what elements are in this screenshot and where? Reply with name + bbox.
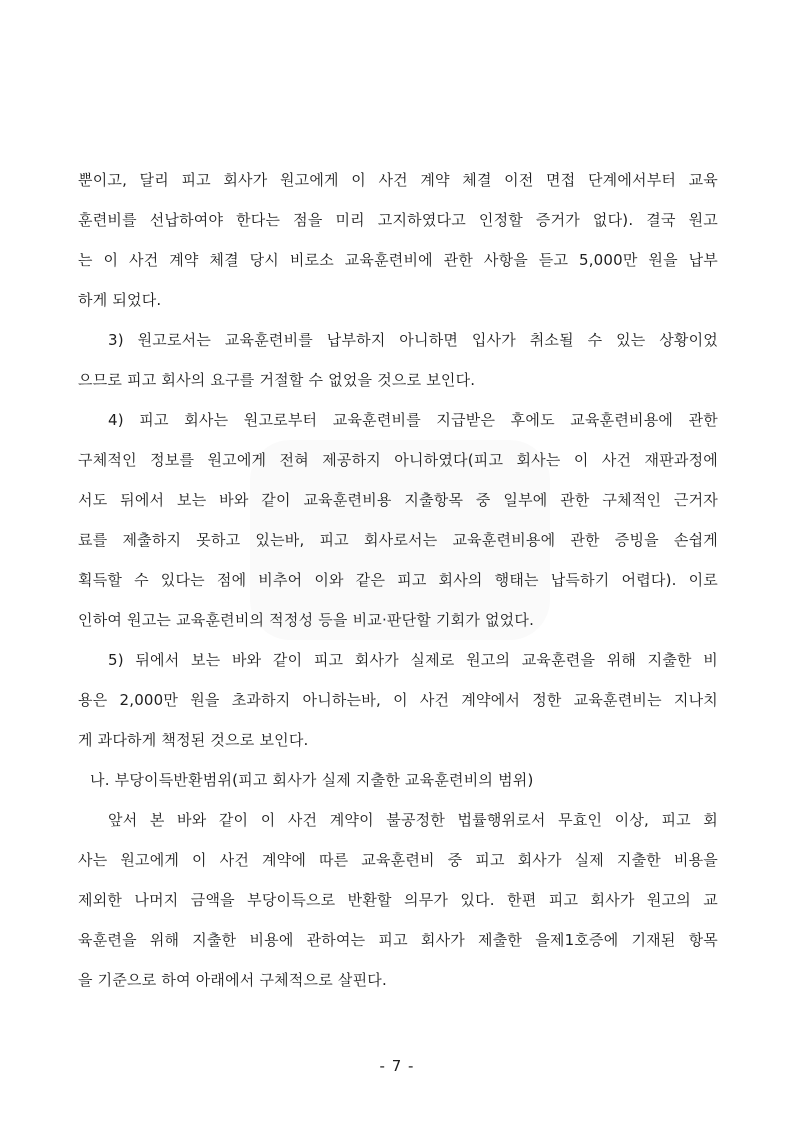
text-line: 획득할 수 있다는 점에 비추어 이와 같은 피고 회사의 행태는 납득하기 어렵다). 이로 (78, 571, 718, 589)
text-line: 훈련비를 선납하여야 한다는 점을 미리 고지하였다고 인정할 증거가 없다). 결국 원고 (78, 211, 718, 229)
numbered-paragraph-3: 3) 원고로서는 교육훈련비를 납부하지 아니하면 입사가 취소될 수 있는 상황이었 (108, 331, 718, 349)
text-line: 구체적인 정보를 원고에게 전혀 제공하지 아니하였다(피고 회사는 이 사건 재판과정에 (78, 451, 718, 469)
text-line: 료를 제출하지 못하고 있는바, 피고 회사로서는 교육훈련비용에 관한 증빙을 손쉽게 (78, 531, 718, 549)
text-line: 으므로 피고 회사의 요구를 거절할 수 없었을 것으로 보인다. (78, 371, 476, 389)
text-line: 제외한 나머지 금액을 부당이득으로 반환할 의무가 있다. 한편 피고 회사가 원고의 교 (78, 891, 718, 909)
numbered-paragraph-4: 4) 피고 회사는 원고로부터 교육훈련비를 지급받은 후에도 교육훈련비용에 관한 (108, 411, 718, 429)
text-line: 사는 원고에게 이 사건 계약에 따른 교육훈련비 중 피고 회사가 실제 지출한 비용을 (78, 851, 718, 869)
text-line: 하게 되었다. (78, 291, 162, 309)
page-number: - 7 - (379, 1057, 415, 1075)
section-heading: 나. 부당이득반환범위(피고 회사가 실제 지출한 교육훈련비의 범위) (90, 771, 534, 789)
text-line: 용은 2,000만 원을 초과하지 아니하는바, 이 사건 계약에서 정한 교육훈련비는 지나치 (78, 691, 718, 709)
paragraph-start: 앞서 본 바와 같이 이 사건 계약이 불공정한 법률행위로서 무효인 이상, 피고 회 (108, 811, 718, 829)
text-line: 게 과다하게 책정된 것으로 보인다. (78, 731, 309, 749)
text-line: 육훈련을 위해 지출한 비용에 관하여는 피고 회사가 제출한 을제1호증에 기재된 항목 (78, 931, 718, 949)
text-line: 뿐이고, 달리 피고 회사가 원고에게 이 사건 계약 체결 이전 면접 단계에서부터 교육 (78, 171, 718, 189)
text-line: 는 이 사건 계약 체결 당시 비로소 교육훈련비에 관한 사항을 듣고 5,000만 원을 납부 (78, 251, 718, 269)
text-line: 인하여 원고는 교육훈련비의 적정성 등을 비교·판단할 기회가 없었다. (78, 611, 535, 629)
text-line: 을 기준으로 하여 아래에서 구체적으로 살핀다. (78, 971, 387, 989)
text-line: 서도 뒤에서 보는 바와 같이 교육훈련비용 지출항목 중 일부에 관한 구체적인 근거자 (78, 491, 718, 509)
numbered-paragraph-5: 5) 뒤에서 보는 바와 같이 피고 회사가 실제로 원고의 교육훈련을 위해 지출한 비 (108, 651, 718, 669)
